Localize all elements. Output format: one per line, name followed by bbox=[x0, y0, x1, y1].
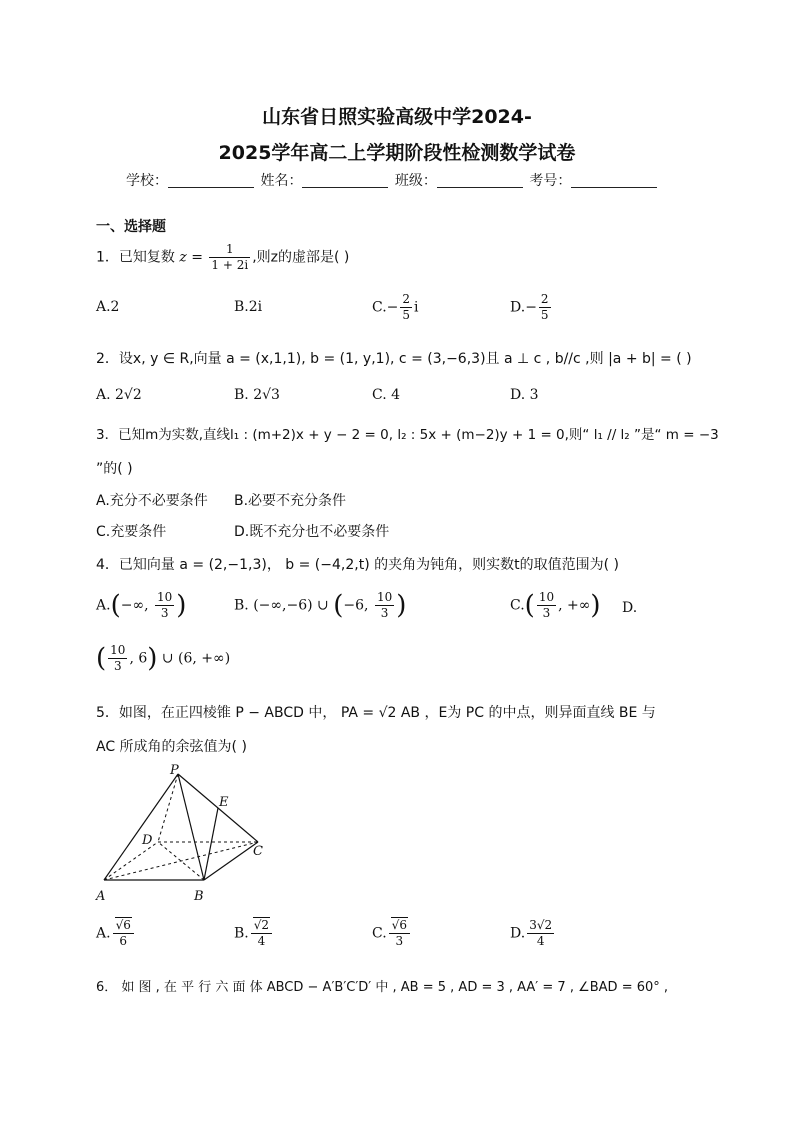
q1-fraction: $\frac{1}{1 + 2i}$ bbox=[211, 242, 249, 272]
q1-z-eq: z = bbox=[179, 249, 203, 266]
label-d: D bbox=[142, 833, 153, 848]
question-3-line1: 3．已知m为实数,直线l₁ : (m+2)x + y − 2 = 0, l₂ : 5x + (m−2)y + 1 = 0,则“ l₁ // l₂ ”是“ m = −3 bbox=[96, 427, 719, 443]
question-3-line2: ”的( ) bbox=[96, 461, 133, 477]
q5-option-b[interactable]: B. $\frac{√2}{4}$ bbox=[234, 918, 274, 949]
edge-pa bbox=[104, 774, 178, 880]
question-1 bbox=[96, 242, 349, 273]
question-5-line2: AC 所成角的余弦值为( ) bbox=[96, 739, 247, 755]
label-c: C bbox=[253, 844, 263, 859]
q4-option-d-label[interactable]: D. bbox=[622, 600, 638, 616]
q1-option-a[interactable]: A.2 bbox=[96, 299, 120, 315]
name-blank[interactable] bbox=[302, 173, 388, 188]
q5-option-d[interactable]: D. $\frac{3√2}{4}$ bbox=[510, 918, 553, 948]
edge-be bbox=[204, 808, 218, 880]
label-p: P bbox=[170, 763, 179, 778]
name-label: 姓名： bbox=[260, 173, 303, 189]
q4-option-d[interactable]: ( $\frac{10}{3}$ , 6) ∪ (6, +∞) bbox=[96, 643, 231, 674]
school-label: 学校： bbox=[126, 173, 168, 189]
edge-pd bbox=[158, 774, 178, 842]
student-info-row bbox=[126, 170, 686, 190]
q2-option-c[interactable]: C. 4 bbox=[372, 387, 401, 403]
q4-option-b[interactable]: B. (−∞,−6) ∪ (−6, $\frac{10}{3}$ ) bbox=[234, 590, 407, 621]
label-e: E bbox=[219, 795, 229, 810]
edge-pb bbox=[178, 774, 204, 880]
q4-option-a[interactable]: A.(−∞, $\frac{10}{3}$ ) bbox=[96, 590, 187, 621]
exam-title-line2: 2025学年高二上学期阶段性检测数学试卷 bbox=[218, 142, 576, 164]
q2-option-d[interactable]: D. 3 bbox=[510, 387, 539, 403]
q2-option-a[interactable]: A. 2√2 bbox=[96, 387, 142, 403]
q1-option-b[interactable]: B.2i bbox=[234, 299, 263, 315]
class-blank[interactable] bbox=[437, 173, 523, 188]
label-a: A bbox=[96, 889, 106, 904]
question-5-line1: 5．如图，在正四棱锥 P − ABCD 中， PA = √2 AB ，E为 PC 的中点，则异面直线 BE 与 bbox=[96, 705, 656, 721]
exam-title-line1: 山东省日照实验高级中学2024- bbox=[262, 106, 532, 128]
q3-option-c[interactable]: C.充要条件 bbox=[96, 524, 167, 540]
q5-option-a[interactable]: A. $\frac{√6}{6}$ bbox=[96, 918, 136, 949]
class-label: 班级： bbox=[394, 173, 437, 189]
section-title: 一、选择题 bbox=[96, 219, 166, 235]
exam-number-label: 考号： bbox=[529, 173, 572, 189]
q4-option-c[interactable]: C.( $\frac{10}{3}$ , +∞) bbox=[510, 590, 601, 621]
q5-option-c[interactable]: C. $\frac{√6}{3}$ bbox=[372, 918, 412, 949]
pyramid-figure bbox=[94, 762, 274, 912]
label-b: B bbox=[194, 889, 204, 904]
school-blank[interactable] bbox=[168, 173, 254, 188]
q1-option-c[interactable]: C.− $\frac{2}{5}$ i bbox=[372, 292, 419, 322]
q3-option-d[interactable]: D.既不充分也不必要条件 bbox=[234, 524, 390, 540]
question-2: 2．设x, y ∈ R,向量 a = (x,1,1), b = (1, y,1), c = (3,−6,3)且 a ⊥ c , b//c ,则 |a + b| = ( ) bbox=[96, 351, 692, 367]
edge-bc bbox=[204, 842, 258, 880]
q2-option-b[interactable]: B. 2√3 bbox=[234, 387, 280, 403]
q1-suffix: ,则z的虚部是( ) bbox=[252, 249, 350, 266]
q1-prefix: 1．已知复数 bbox=[96, 249, 175, 266]
q3-option-a[interactable]: A.充分不必要条件 bbox=[96, 493, 208, 509]
q1-option-d[interactable]: D.− $\frac{2}{5}$ bbox=[510, 292, 549, 322]
q3-option-b[interactable]: B.必要不充分条件 bbox=[234, 493, 347, 509]
question-4: 4．已知向量 a = (2,−1,3)， b = (−4,2,t) 的夹角为钝角，则实数t的取值范围为( ) bbox=[96, 557, 619, 573]
exam-number-blank[interactable] bbox=[571, 173, 657, 188]
question-6-line1: 6． 如 图 , 在 平 行 六 面 体 ABCD − A′B′C′D′ 中 , AB = 5 , AD = 3 , AA′ = 7 , ∠BAD = 60° , bbox=[96, 980, 669, 995]
